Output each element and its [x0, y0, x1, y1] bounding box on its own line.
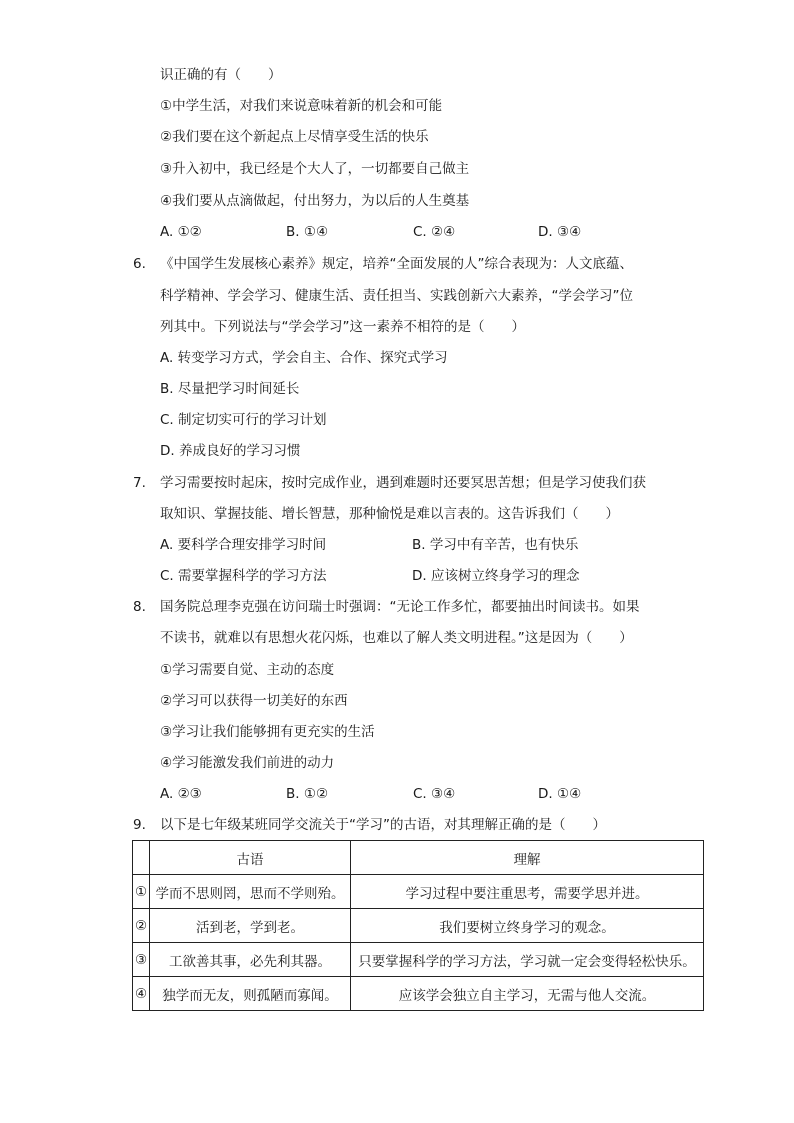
q7-number: 7. [133, 475, 146, 491]
q7-option-c: C. 需要掌握科学的学习方法 [160, 568, 327, 584]
table-row [133, 943, 704, 977]
q8-option-b: B. ①② [286, 786, 329, 802]
q5-option-d: D. ③④ [538, 224, 582, 240]
q8-option-a: A. ②③ [160, 786, 202, 802]
table-cell-understanding: 学习过程中要注重思考，需要学思并进。 [351, 875, 704, 909]
table-cell-index: ① [133, 875, 150, 909]
table-cell-understanding: 应该学会独立自主学习，无需与他人交流。 [351, 977, 704, 1011]
q8-option-c: C. ③④ [413, 786, 456, 802]
q8-number: 8. [133, 599, 146, 615]
q5-stem-tail: 识正确的有（ ） [160, 67, 282, 83]
q5-item-2: ②我们要在这个新起点上尽情享受生活的快乐 [160, 129, 429, 145]
q7-option-b: B. 学习中有辛苦，也有快乐 [412, 537, 579, 553]
q7-option-a: A. 要科学合理安排学习时间 [160, 537, 327, 553]
table-row [133, 875, 704, 909]
table-header-understanding: 理解 [351, 841, 704, 875]
q8-item-3: ③学习让我们能够拥有更充实的生活 [160, 724, 375, 740]
q9-stem: 以下是七年级某班同学交流关于“学习”的古语，对其理解正确的是（ ） [160, 817, 606, 833]
q7-option-d: D. 应该树立终身学习的理念 [412, 568, 580, 584]
table-cell-index: ④ [133, 977, 150, 1011]
q8-item-2: ②学习可以获得一切美好的东西 [160, 693, 348, 709]
q5-option-c: C. ②④ [413, 224, 456, 240]
q6-option-b: B. 尽量把学习时间延长 [160, 381, 300, 397]
q6-option-a: A. 转变学习方式，学会自主、合作、探究式学习 [160, 350, 448, 366]
table-cell-saying: 活到老，学到老。 [150, 909, 351, 943]
q5-option-a: A. ①② [160, 224, 202, 240]
q8-stem-line-1: 国务院总理李克强在访问瑞士时强调：“无论工作多忙，都要抽出时间读书。如果 [160, 599, 640, 615]
q5-item-3: ③升入初中，我已经是个大人了，一切都要自己做主 [160, 161, 470, 177]
q6-option-d: D. 养成良好的学习习惯 [160, 443, 301, 459]
q8-option-d: D. ①④ [538, 786, 582, 802]
q7-stem-line-2: 取知识、掌握技能、增长智慧，那种愉悦是难以言表的。这告诉我们（ ） [160, 506, 619, 522]
q6-option-c: C. 制定切实可行的学习计划 [160, 412, 327, 428]
table-cell-saying: 学而不思则罔，思而不学则殆。 [150, 875, 351, 909]
q8-item-4: ④学习能激发我们前进的动力 [160, 755, 335, 771]
table-row [133, 909, 704, 943]
q6-number: 6. [133, 256, 146, 272]
q5-option-b: B. ①④ [286, 224, 329, 240]
q7-stem-line-1: 学习需要按时起床，按时完成作业，遇到难题时还要冥思苦想；但是学习使我们获 [160, 475, 646, 491]
table-cell-index: ② [133, 909, 150, 943]
q9-number: 9. [133, 817, 146, 833]
q6-stem-line-1: 《中国学生发展核心素养》规定，培养“全面发展的人”综合表现为：人文底蕴、 [160, 256, 633, 272]
q6-stem-line-2: 科学精神、学会学习、健康生活、责任担当、实践创新六大素养，“学会学习”位 [160, 288, 633, 304]
table-cell-index: ③ [133, 943, 150, 977]
table-cell-understanding: 我们要树立终身学习的观念。 [351, 909, 704, 943]
table-header-index [133, 841, 150, 875]
q5-item-4: ④我们要从点滴做起，付出努力，为以后的人生奠基 [160, 193, 470, 209]
q9-table [132, 840, 704, 1011]
table-cell-saying: 独学而无友，则孤陋而寡闻。 [150, 977, 351, 1011]
q8-item-1: ①学习需要自觉、主动的态度 [160, 662, 335, 678]
table-cell-understanding: 只要掌握科学的学习方法，学习就一定会变得轻松快乐。 [351, 943, 704, 977]
table-header-row [133, 841, 704, 875]
table-row [133, 977, 704, 1011]
table-cell-saying: 工欲善其事，必先利其器。 [150, 943, 351, 977]
q5-item-1: ①中学生活，对我们来说意味着新的机会和可能 [160, 98, 443, 114]
q8-stem-line-2: 不读书，就难以有思想火花闪烁，也难以了解人类文明进程。”这是因为（ ） [160, 630, 633, 646]
table-header-saying: 古语 [150, 841, 351, 875]
q6-stem-line-3: 列其中。下列说法与“学会学习”这一素养不相符的是（ ） [160, 319, 525, 335]
